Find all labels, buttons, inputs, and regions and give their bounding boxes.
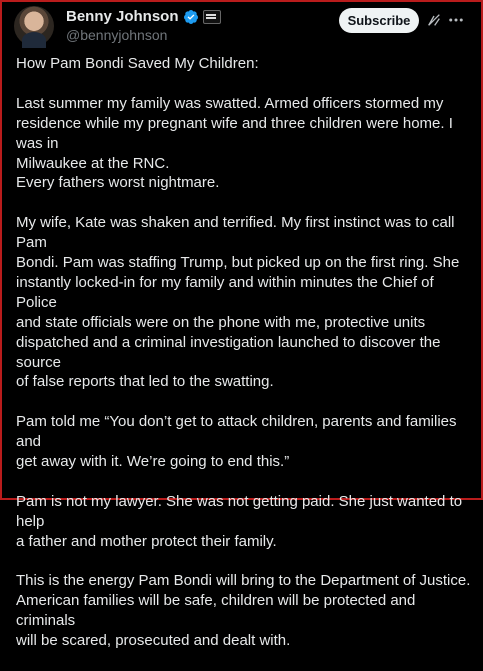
grok-icon[interactable] — [426, 12, 442, 28]
author-name-row — [66, 8, 221, 25]
more-icon[interactable] — [447, 11, 465, 29]
subscribe-button[interactable]: Subscribe — [339, 8, 419, 33]
post-text — [16, 54, 476, 671]
post-paragraph: Last summer my family was swatted. Armed officers stormed my residence while my pregnant wife and three children were home. I was in Milwaukee at the RNC. Every fathers worst nightmare. — [16, 94, 453, 192]
post-paragraph: Pam is not my lawyer. She was not getting paid. She just wanted to help a father and mother protect their family. — [16, 492, 463, 550]
verified-badge-icon — [183, 9, 199, 25]
avatar[interactable] — [14, 6, 54, 46]
author-name[interactable]: Benny Johnson — [66, 8, 179, 25]
post-paragraph: Pam told me “You don’t get to attack children, parents and families and get away with it. We’re going to end this.” — [16, 413, 457, 471]
post-paragraph-title: How Pam Bondi Saved My Children: — [16, 55, 259, 72]
post-paragraph: My wife, Kate was shaken and terrified. My first instinct was to call Pam Bondi. Pam was staffing Trump, but picked up on the first ring. She instantly locked-in for my family and within minutes the Chief of Police and state officials were on the phone with me, protective units dispatched and a criminal investigation launched to discover the source of false reports that led to the swatting. — [16, 214, 460, 391]
post-paragraph: This is the energy Pam Bondi will bring to the Department of Justice. American families will be safe, children will be protected and criminals will be scared, prosecuted and dealt with. — [16, 572, 471, 650]
post-header — [2, 2, 481, 48]
author-handle[interactable]: @bennyjohnson — [66, 27, 168, 43]
affiliate-badge-icon — [203, 10, 221, 24]
